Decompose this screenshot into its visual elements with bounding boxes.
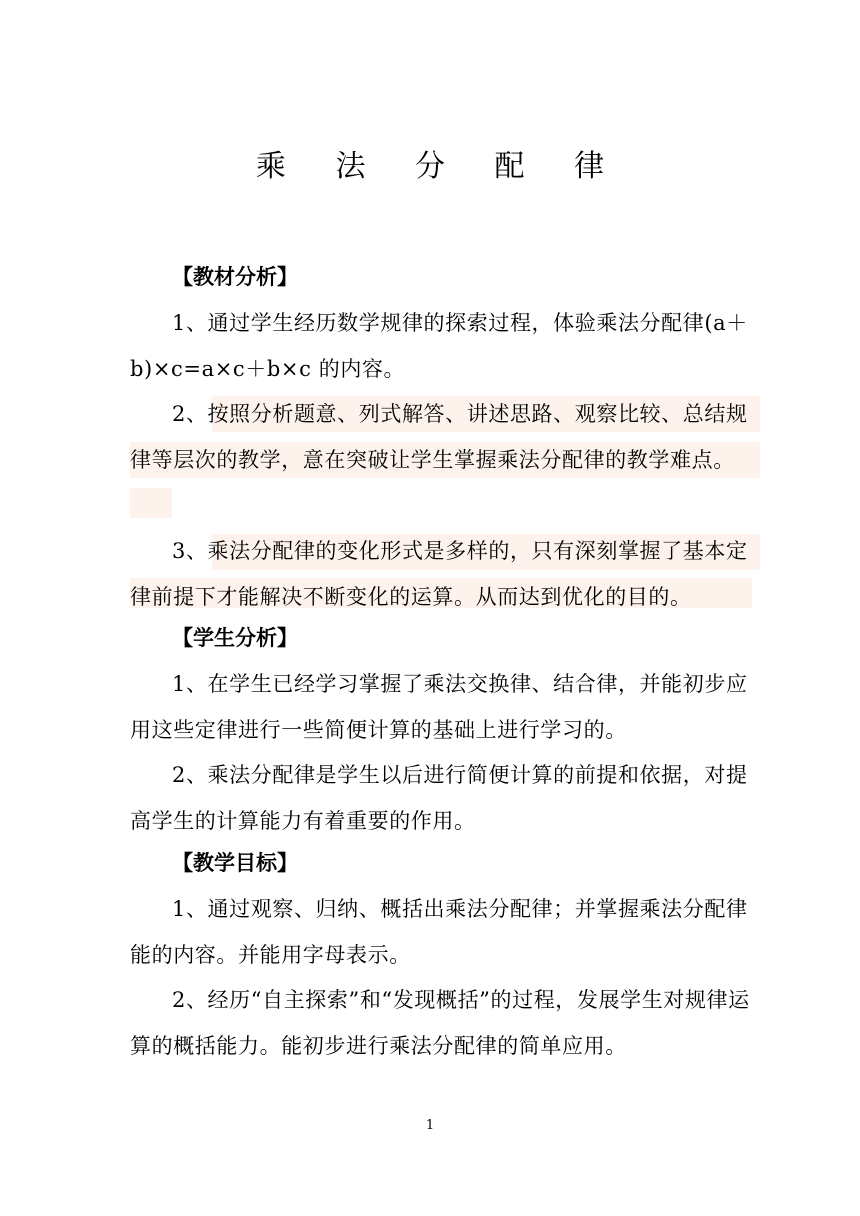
section-heading: 【学生分析】 [172,626,298,650]
paragraph-text: 1、通过观察、归纳、概括出乘法分配律；并掌握乘法分配律能的内容。并能用字母表示。 [130,897,748,967]
paragraph-text: 1、在学生已经学习掌握了乘法交换律、结合律，并能初步应用这些定律进行一些简便计算的基础上进行学习的。 [130,672,748,742]
paragraph [130,752,760,844]
paragraph [130,300,760,392]
page-number: 1 [425,1118,435,1133]
paragraph [130,977,760,1069]
paragraph [130,391,760,483]
paragraph-text: 2、经历“自主探索”和“发现概括”的过程，发展学生对规律运算的概括能力。能初步进行乘法分配律的简单应用。 [130,988,750,1058]
paragraph [130,528,760,620]
section-heading: 【教学目标】 [172,851,298,875]
paragraph-text: 1、通过学生经历数学规律的探索过程，体验乘法分配律(a＋b)×c=a×c＋b×c 的内容。 [130,311,748,381]
section-heading: 【教材分析】 [172,265,298,289]
paragraph-text: 2、按照分析题意、列式解答、讲述思路、观察比较、总结规律等层次的教学，意在突破让学生掌握乘法分配律的教学难点。 [130,402,748,472]
paragraph-text: 2、乘法分配律是学生以后进行简便计算的前提和依据，对提高学生的计算能力有着重要的作用。 [130,763,748,833]
paragraph-text: 3、乘法分配律的变化形式是多样的，只有深刻掌握了基本定律前提下才能解决不断变化的运算。从而达到优化的目的。 [130,539,748,609]
paragraph [130,661,760,753]
document-title: 乘 法 分 配 律 [255,149,625,184]
paragraph [130,886,760,978]
highlight-band [130,488,172,518]
